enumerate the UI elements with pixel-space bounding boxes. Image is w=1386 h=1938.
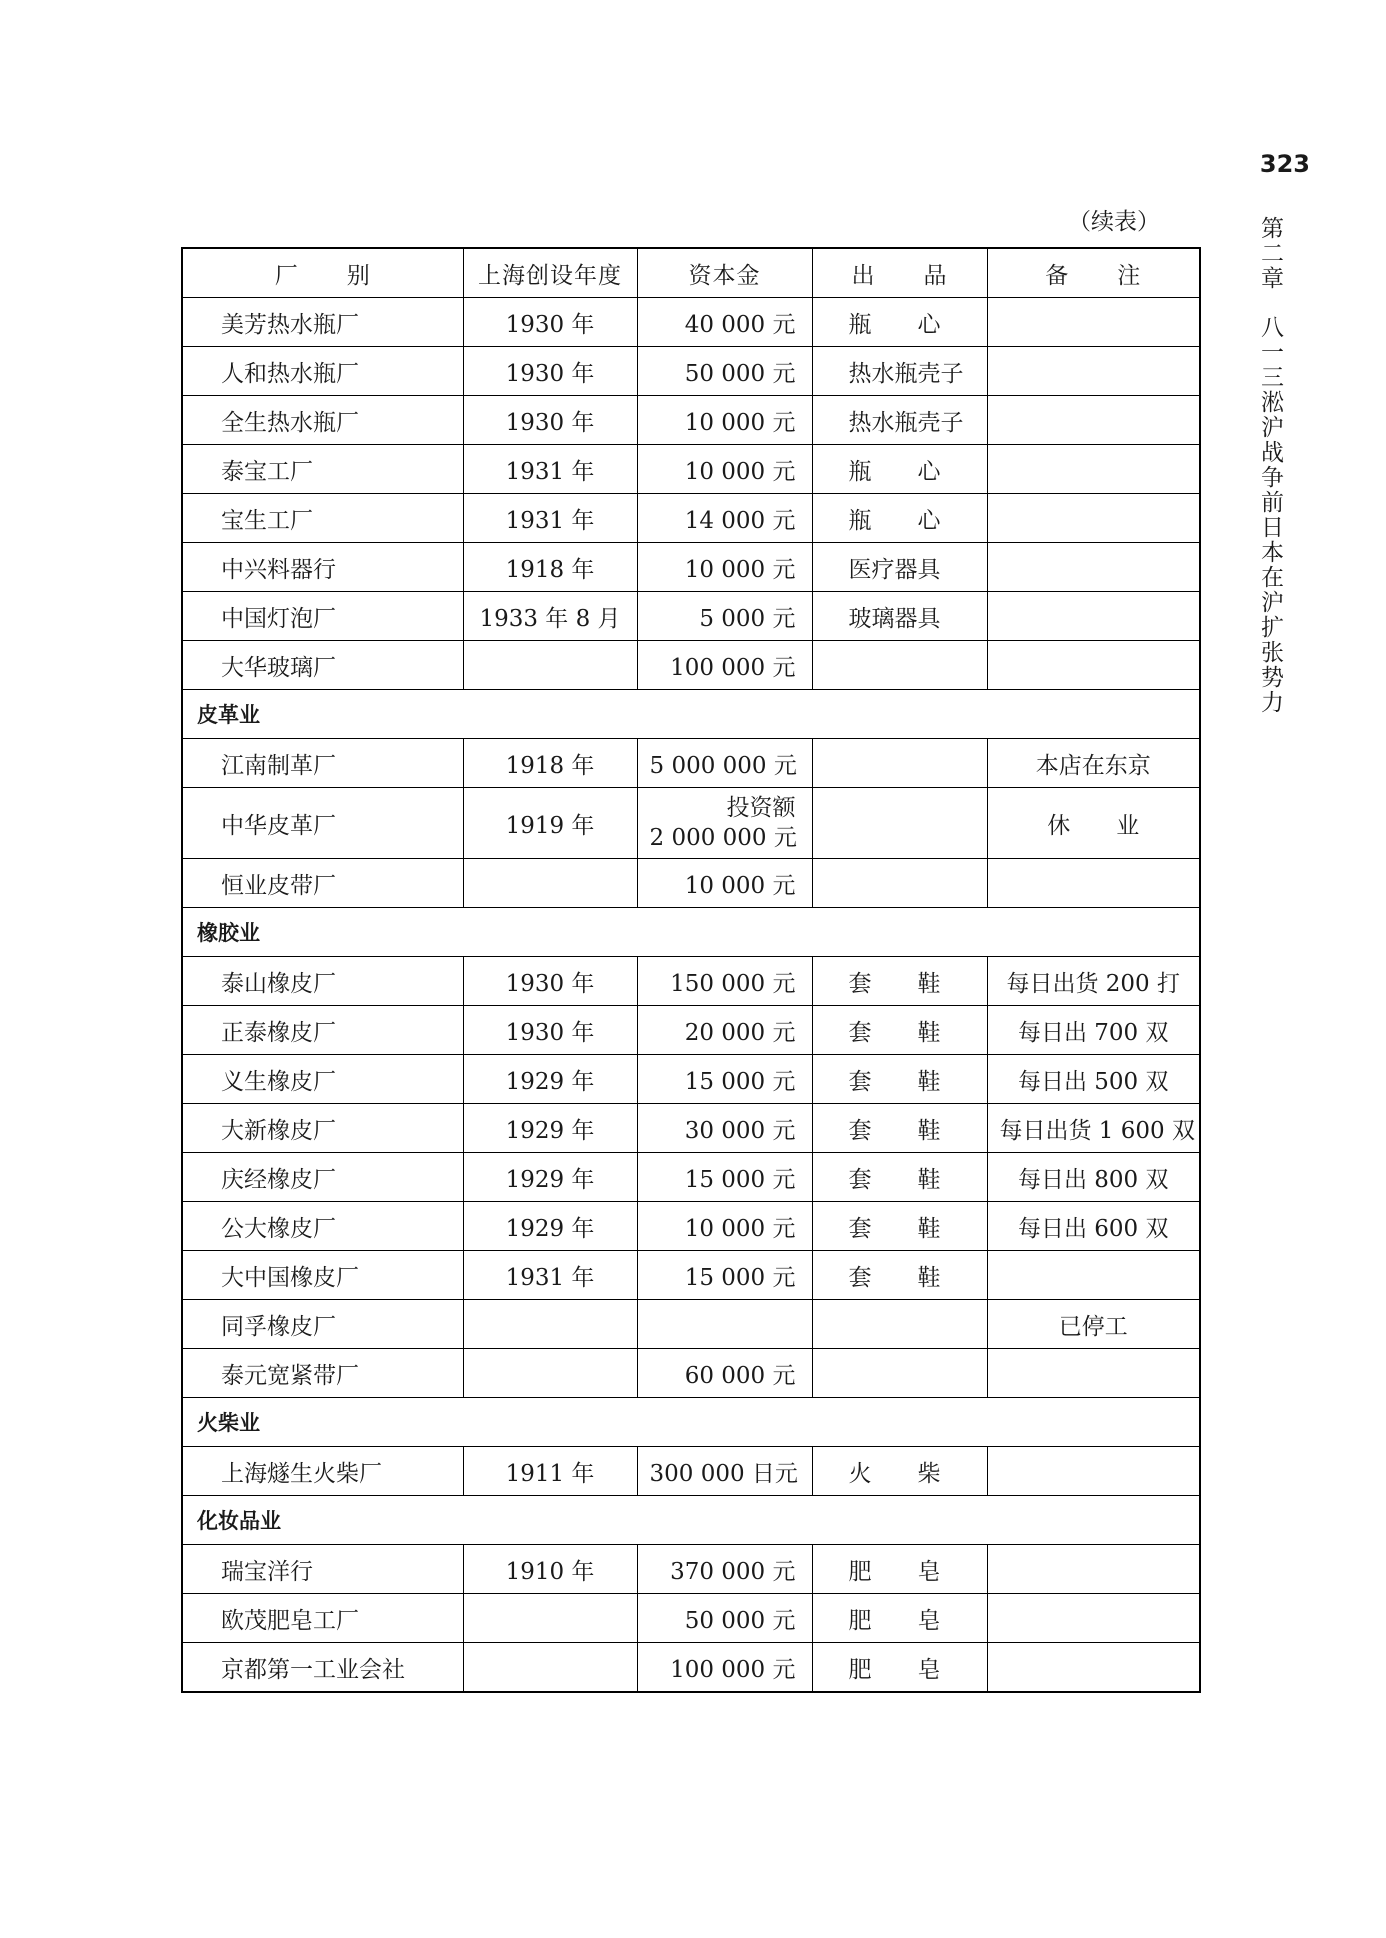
factory-name-cell: 庆经橡皮厂 [182,1153,463,1202]
year-cell: 1930 年 [463,298,637,347]
product-cell: 玻璃器具 [812,592,987,641]
table-row [182,1545,1200,1594]
product-cell: 套 鞋 [812,1055,987,1104]
factory-name-cell: 大华玻璃厂 [182,641,463,690]
factory-name-cell: 同孚橡皮厂 [182,1300,463,1349]
factory-name-cell: 江南制革厂 [182,739,463,788]
capital-cell: 60 000 元 [637,1349,812,1398]
year-cell: 1929 年 [463,1153,637,1202]
capital-cell: 100 000 元 [637,641,812,690]
factory-name-cell: 美芳热水瓶厂 [182,298,463,347]
capital-cell: 10 000 元 [637,1202,812,1251]
product-cell: 套 鞋 [812,1202,987,1251]
factory-name-cell: 上海燧生火柴厂 [182,1447,463,1496]
product-cell: 肥 皂 [812,1594,987,1643]
section-label: 橡胶业 [182,908,1200,957]
product-cell: 套 鞋 [812,1251,987,1300]
factory-name-cell: 全生热水瓶厂 [182,396,463,445]
capital-cell: 100 000 元 [637,1643,812,1693]
product-cell: 热水瓶壳子 [812,396,987,445]
note-cell [987,1251,1200,1300]
year-cell: 1931 年 [463,1251,637,1300]
factory-name-cell: 中华皮革厂 [182,788,463,859]
year-cell: 1918 年 [463,543,637,592]
year-cell: 1919 年 [463,788,637,859]
note-cell: 每日出 700 双 [987,1006,1200,1055]
capital-cell [637,788,812,859]
table-row [182,641,1200,690]
capital-cell: 10 000 元 [637,543,812,592]
factory-name-cell: 中国灯泡厂 [182,592,463,641]
note-cell [987,592,1200,641]
header-capital: 资本金 [637,248,812,298]
note-cell [987,1594,1200,1643]
product-cell [812,641,987,690]
product-cell [812,1349,987,1398]
note-cell [987,298,1200,347]
note-cell: 休 业 [987,788,1200,859]
table-row [182,1349,1200,1398]
factory-name-cell: 京都第一工业会社 [182,1643,463,1693]
capital-cell: 10 000 元 [637,445,812,494]
note-cell: 已停工 [987,1300,1200,1349]
product-cell: 肥 皂 [812,1643,987,1693]
year-cell: 1911 年 [463,1447,637,1496]
table-row [182,1594,1200,1643]
chapter-label: 第二章 [1257,216,1283,291]
year-cell [463,1594,637,1643]
year-cell: 1929 年 [463,1202,637,1251]
note-cell [987,641,1200,690]
year-cell: 1910 年 [463,1545,637,1594]
section-row [182,1496,1200,1545]
table-row [182,445,1200,494]
capital-cell: 150 000 元 [637,957,812,1006]
year-cell [463,1643,637,1693]
year-cell: 1918 年 [463,739,637,788]
factory-table-body [182,248,1200,1692]
note-cell [987,1545,1200,1594]
table-row [182,347,1200,396]
note-cell: 每日出 600 双 [987,1202,1200,1251]
section-row [182,690,1200,739]
capital-cell: 10 000 元 [637,859,812,908]
capital-cell: 370 000 元 [637,1545,812,1594]
factory-name-cell: 泰元宽紧带厂 [182,1349,463,1398]
capital-cell: 30 000 元 [637,1104,812,1153]
product-cell: 套 鞋 [812,957,987,1006]
year-cell [463,859,637,908]
table-row [182,1300,1200,1349]
note-cell [987,859,1200,908]
table-row [182,592,1200,641]
capital-cell: 50 000 元 [637,347,812,396]
note-cell [987,1643,1200,1693]
note-cell: 本店在东京 [987,739,1200,788]
section-row [182,1398,1200,1447]
capital-cell: 15 000 元 [637,1251,812,1300]
factory-name-cell: 泰宝工厂 [182,445,463,494]
capital-cell: 15 000 元 [637,1055,812,1104]
year-cell [463,1349,637,1398]
capital-cell: 20 000 元 [637,1006,812,1055]
note-cell: 每日出 500 双 [987,1055,1200,1104]
table-row [182,1251,1200,1300]
product-cell: 套 鞋 [812,1006,987,1055]
table-row [182,859,1200,908]
factory-name-cell: 泰山橡皮厂 [182,957,463,1006]
table-header-row [182,248,1200,298]
factory-name-cell: 宝生工厂 [182,494,463,543]
product-cell [812,788,987,859]
header-note: 备 注 [987,248,1200,298]
table-row [182,1643,1200,1693]
product-cell: 热水瓶壳子 [812,347,987,396]
note-cell [987,1447,1200,1496]
note-cell [987,1349,1200,1398]
table-row [182,1055,1200,1104]
product-cell: 医疗器具 [812,543,987,592]
factory-table [181,247,1201,1693]
table-row [182,1447,1200,1496]
note-cell: 每日出 800 双 [987,1153,1200,1202]
year-cell: 1929 年 [463,1104,637,1153]
table-row [182,396,1200,445]
factory-name-cell: 人和热水瓶厂 [182,347,463,396]
table-row [182,543,1200,592]
product-cell: 瓶 心 [812,445,987,494]
note-cell [987,396,1200,445]
capital-cell: 5 000 元 [637,592,812,641]
capital-cell: 15 000 元 [637,1153,812,1202]
capital-cell: 50 000 元 [637,1594,812,1643]
year-cell [463,641,637,690]
table-row [182,494,1200,543]
table-row [182,1153,1200,1202]
year-cell: 1929 年 [463,1055,637,1104]
year-cell: 1930 年 [463,1006,637,1055]
table-row [182,1006,1200,1055]
capital-value: 2 000 000 元 [649,825,797,851]
factory-name-cell: 恒业皮带厂 [182,859,463,908]
product-cell [812,1300,987,1349]
note-cell: 每日出货 1 600 双 [987,1104,1200,1153]
table-row [182,1202,1200,1251]
note-cell [987,347,1200,396]
year-cell [463,1300,637,1349]
factory-name-cell: 正泰橡皮厂 [182,1006,463,1055]
capital-cell [637,1300,812,1349]
factory-name-cell: 大新橡皮厂 [182,1104,463,1153]
year-cell: 1930 年 [463,396,637,445]
table-row [182,1104,1200,1153]
product-cell: 瓶 心 [812,494,987,543]
note-cell [987,543,1200,592]
table-row [182,298,1200,347]
product-cell [812,739,987,788]
section-row [182,908,1200,957]
product-cell: 套 鞋 [812,1104,987,1153]
section-label: 化妆品业 [182,1496,1200,1545]
header-factory: 厂 别 [182,248,463,298]
product-cell: 火 柴 [812,1447,987,1496]
note-cell: 每日出货 200 打 [987,957,1200,1006]
header-year: 上海创设年度 [463,248,637,298]
product-cell: 肥 皂 [812,1545,987,1594]
capital-label: 投资额 [726,795,796,821]
year-cell: 1930 年 [463,347,637,396]
capital-cell: 300 000 日元 [637,1447,812,1496]
factory-name-cell: 欧茂肥皂工厂 [182,1594,463,1643]
product-cell: 套 鞋 [812,1153,987,1202]
page-number: 323 [1259,150,1310,178]
capital-cell: 14 000 元 [637,494,812,543]
year-cell: 1930 年 [463,957,637,1006]
continued-label: （续表） [1068,209,1160,235]
factory-name-cell: 中兴料器行 [182,543,463,592]
factory-name-cell: 瑞宝洋行 [182,1545,463,1594]
table-row [182,957,1200,1006]
chapter-title: 八一三淞沪战争前日本在沪扩张势力 [1257,315,1283,715]
table-row [182,788,1200,859]
table-row [182,739,1200,788]
capital-cell: 10 000 元 [637,396,812,445]
factory-name-cell: 大中国橡皮厂 [182,1251,463,1300]
factory-name-cell: 义生橡皮厂 [182,1055,463,1104]
capital-cell: 40 000 元 [637,298,812,347]
year-cell: 1933 年 8 月 [463,592,637,641]
section-label: 火柴业 [182,1398,1200,1447]
factory-name-cell: 公大橡皮厂 [182,1202,463,1251]
chapter-running-head [1255,216,1285,715]
product-cell [812,859,987,908]
note-cell [987,445,1200,494]
year-cell: 1931 年 [463,445,637,494]
section-label: 皮革业 [182,690,1200,739]
header-product: 出 品 [812,248,987,298]
product-cell: 瓶 心 [812,298,987,347]
note-cell [987,494,1200,543]
capital-cell: 5 000 000 元 [637,739,812,788]
year-cell: 1931 年 [463,494,637,543]
